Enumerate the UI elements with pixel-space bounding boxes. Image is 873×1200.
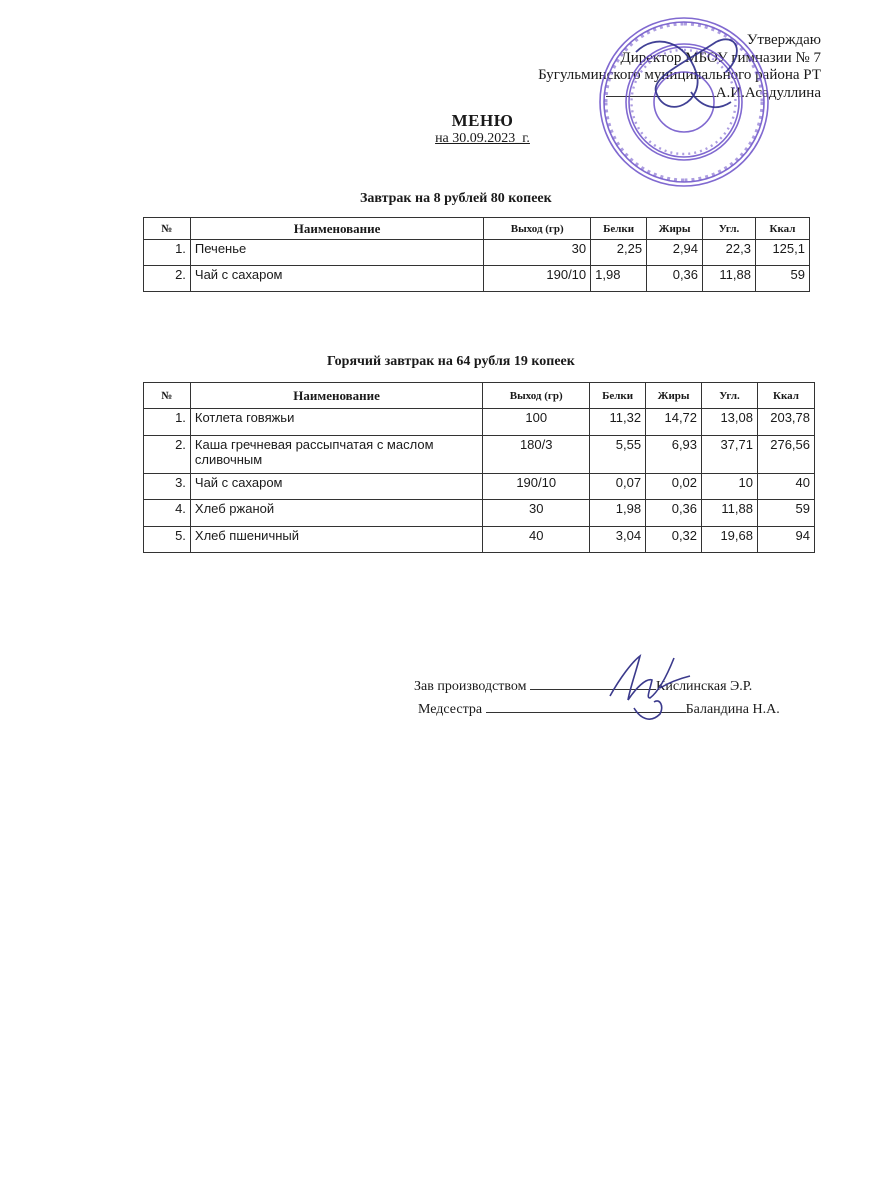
dish-carbs: 22,3: [703, 240, 756, 266]
dish-name: Чай с сахаром: [190, 266, 483, 292]
row-number: 1.: [144, 240, 191, 266]
dish-protein: 2,25: [591, 240, 647, 266]
approval-line-1: Утверждаю: [746, 32, 821, 48]
dish-protein: 1,98: [590, 500, 646, 527]
round-seal-stamp: [596, 12, 772, 192]
dish-protein: 0,07: [590, 474, 646, 500]
column-header: Наименование: [190, 218, 483, 240]
dish-kcal: 203,78: [757, 409, 814, 436]
dish-fat: 0,36: [647, 266, 703, 292]
column-header: Ккал: [755, 218, 809, 240]
column-header: Выход (гр): [484, 218, 591, 240]
dish-fat: 14,72: [646, 409, 702, 436]
table-header-row: [144, 218, 810, 240]
dish-fat: 0,36: [646, 500, 702, 527]
handwritten-signature: [600, 648, 700, 728]
dish-protein: 1,98: [591, 266, 647, 292]
menu-date: на 30.09.2023_г.: [435, 131, 530, 146]
row-number: 2.: [144, 266, 191, 292]
column-header: Жиры: [646, 383, 702, 409]
dish-protein: 11,32: [590, 409, 646, 436]
dish-name: Котлета говяжьи: [190, 409, 482, 436]
column-header: Ккал: [757, 383, 814, 409]
dish-fat: 2,94: [647, 240, 703, 266]
table-row: [144, 436, 815, 474]
dish-carbs: 37,71: [702, 436, 758, 474]
breakfast-heading: Завтрак на 8 рублей 80 копеек: [360, 191, 552, 206]
table-row: [144, 409, 815, 436]
dish-output: 30: [484, 240, 591, 266]
approval-line-4: А.И.Асадуллина: [538, 85, 821, 103]
nurse-signature-line: [418, 702, 780, 718]
dish-carbs: 11,88: [703, 266, 756, 292]
table-row: [144, 474, 815, 500]
dish-output: 40: [483, 527, 590, 553]
nurse-role: Медсестра: [418, 702, 483, 717]
dish-kcal: 40: [757, 474, 814, 500]
page-title: МЕНЮ: [451, 111, 514, 130]
dish-carbs: 19,68: [702, 527, 758, 553]
dish-output: 190/10: [484, 266, 591, 292]
production-role: Зав производством: [414, 679, 527, 694]
dish-output: 30: [483, 500, 590, 527]
dish-fat: 0,02: [646, 474, 702, 500]
dish-carbs: 10: [702, 474, 758, 500]
production-name: Кислинская Э.Р.: [656, 679, 753, 694]
hot-breakfast-table: [143, 382, 815, 553]
column-header: Белки: [591, 218, 647, 240]
dish-kcal: 59: [757, 500, 814, 527]
dish-kcal: 94: [757, 527, 814, 553]
production-signature-line: [414, 679, 752, 695]
hot-breakfast-heading: Горячий завтрак на 64 рубля 19 копеек: [327, 354, 575, 369]
column-header: Жиры: [647, 218, 703, 240]
row-number: 1.: [144, 409, 191, 436]
dish-name: Каша гречневая рассыпчатая с маслом сливочным: [190, 436, 482, 474]
dish-name: Хлеб пшеничный: [190, 527, 482, 553]
table-header-row: [144, 383, 815, 409]
dish-output: 180/3: [483, 436, 590, 474]
row-number: 3.: [144, 474, 191, 500]
dish-kcal: 59: [755, 266, 809, 292]
dish-kcal: 276,56: [757, 436, 814, 474]
row-number: 5.: [144, 527, 191, 553]
column-header: Наименование: [190, 383, 482, 409]
dish-kcal: 125,1: [755, 240, 809, 266]
dish-fat: 6,93: [646, 436, 702, 474]
dish-name: Печенье: [190, 240, 483, 266]
approval-line-2: Директор МБОУ гимназии № 7: [620, 49, 821, 66]
dish-protein: 5,55: [590, 436, 646, 474]
nurse-name: Баландина Н.А.: [685, 702, 780, 717]
table-row: [144, 527, 815, 553]
approval-line-3: Бугульминского муниципального района РТ: [538, 67, 821, 83]
row-number: 2.: [144, 436, 191, 474]
column-header: Угл.: [703, 218, 756, 240]
table-row: [144, 266, 810, 292]
dish-name: Хлеб ржаной: [190, 500, 482, 527]
column-header: №: [144, 383, 191, 409]
dish-carbs: 13,08: [702, 409, 758, 436]
column-header: Угл.: [702, 383, 758, 409]
column-header: Выход (гр): [483, 383, 590, 409]
dish-fat: 0,32: [646, 527, 702, 553]
dish-carbs: 11,88: [702, 500, 758, 527]
dish-name: Чай с сахаром: [190, 474, 482, 500]
dish-output: 190/10: [483, 474, 590, 500]
table-row: [144, 500, 815, 527]
dish-output: 100: [483, 409, 590, 436]
row-number: 4.: [144, 500, 191, 527]
table-row: [144, 240, 810, 266]
column-header: Белки: [590, 383, 646, 409]
dish-protein: 3,04: [590, 527, 646, 553]
breakfast-table: [143, 217, 810, 292]
column-header: №: [144, 218, 191, 240]
